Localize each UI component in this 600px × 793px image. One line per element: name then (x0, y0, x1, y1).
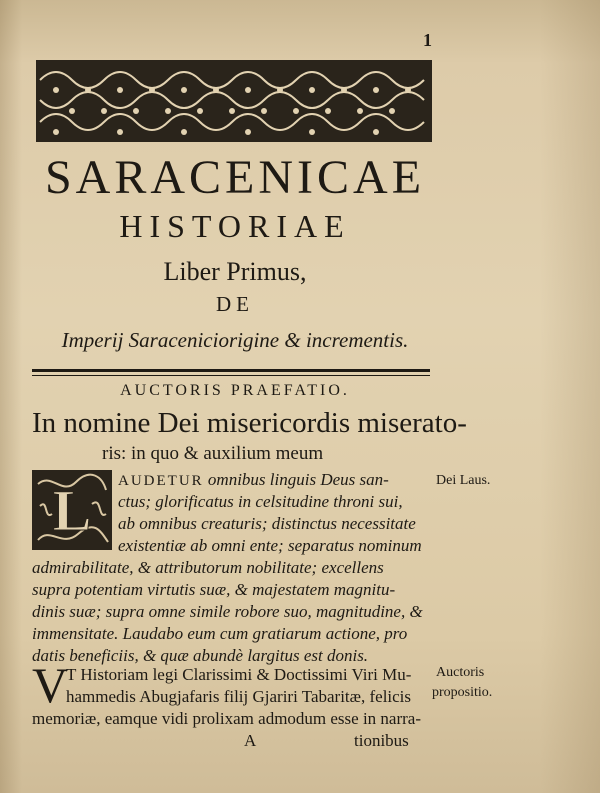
section-rule (32, 369, 430, 376)
para1-line-2: ctus; glorificatus in celsitudine throni sui, (118, 492, 403, 511)
book-label: Liber Primus, (163, 257, 307, 286)
para1-line-3: ab omnibus creaturis; distinctus necessitate (118, 514, 416, 533)
para2-line-1: T Historiam legi Clarissimi & Doctissimi Viri Mu- (66, 665, 412, 684)
margin-note-propositio: propositio. (432, 685, 493, 700)
title-saracenicae: SARACENICAE (44, 151, 426, 204)
margin-note-auctoris: Auctoris (436, 665, 485, 680)
para1-line-9: datis beneficiis, & quæ abundè largitus est donis. (32, 646, 369, 665)
title-historiae: HISTORIAE (119, 208, 351, 244)
para1-line-4: existentiæ ab omni ente; separatus nominum (118, 536, 422, 555)
subtitle: Imperij Saraceniciorigine & incrementis. (61, 328, 409, 352)
decorated-initial-l (32, 470, 112, 550)
page-gutter-shadow (0, 0, 22, 793)
para2-line-2: hammedis Abugjafaris filij Gjariri Tabaritæ, felicis (66, 687, 412, 706)
para1-line-1-rest: omnibus linguis Deus san- (203, 470, 389, 489)
invocation-line-1: In nomine Dei misericordis miserato- (32, 407, 467, 439)
de-label: DE (216, 292, 254, 316)
page-number: 1 (423, 30, 432, 50)
page-edge-shadow (540, 0, 600, 793)
preface-heading: AUCTORIS PRAEFATIO. (120, 382, 350, 399)
para1-line-8: immensitate. Laudabo eum cum gratiarum actione, pro (32, 624, 408, 643)
margin-note-dei-laus: Dei Laus. (436, 473, 491, 488)
ornamental-headpiece (36, 60, 432, 142)
invocation-line-2: ris: in quo & auxilium meum (102, 443, 324, 464)
drop-cap-v: V (32, 657, 69, 713)
para1-line-7: dinis suæ; supra omne simile robore suo, magnitudine, & (32, 602, 423, 621)
para1-initial-word: AUDETUR (118, 473, 204, 489)
para1-line-6: supra potentiam virtutis suæ, & majestatem magnitu- (32, 580, 396, 599)
para1-line-1 (118, 469, 389, 492)
signature-mark: A (244, 731, 257, 750)
drop-cap-l-text: L (52, 478, 92, 543)
para2-line-3: memoriæ, eamque vidi prolixam admodum esse in narra- (32, 709, 422, 728)
para1-line-5: admirabilitate, & attributorum nobilitate; excellens (32, 558, 384, 577)
catchword: tionibus (354, 731, 409, 750)
